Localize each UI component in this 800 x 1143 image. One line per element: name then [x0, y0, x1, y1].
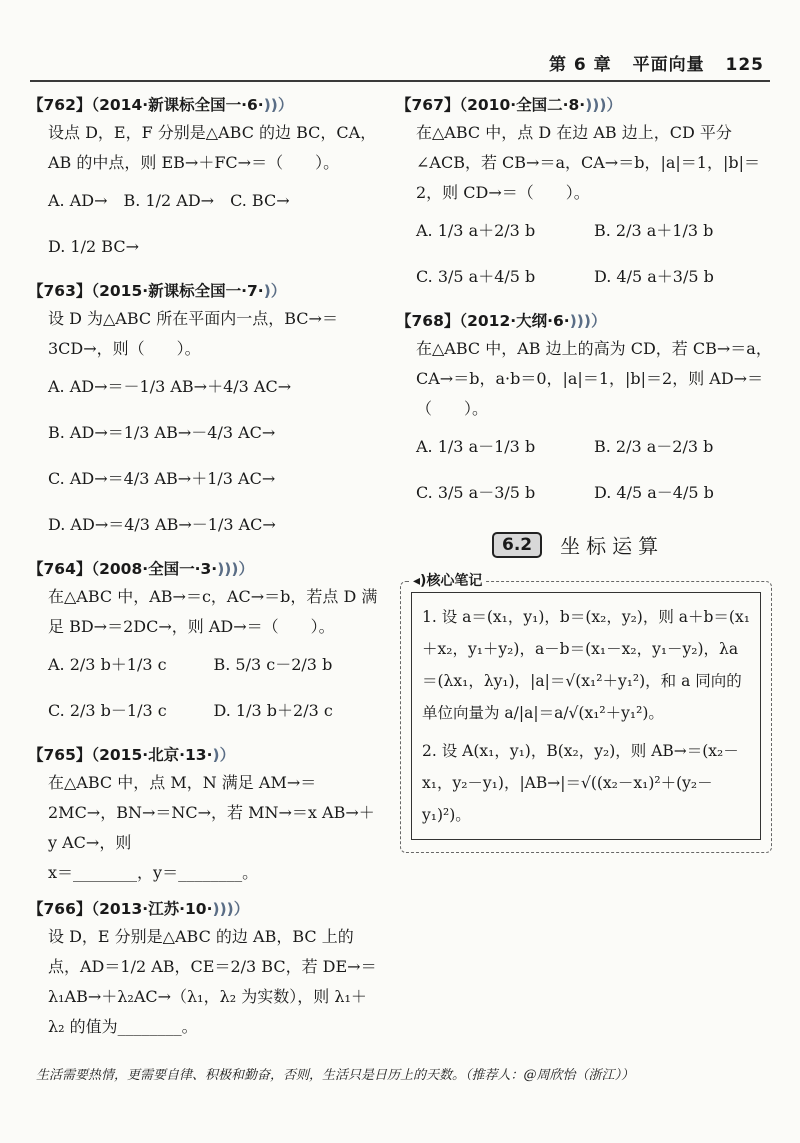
note-label: 核心笔记: [426, 573, 483, 589]
difficulty-icon: )))）: [212, 900, 250, 918]
problem-tag: 【768】（2012·大纲·6·: [396, 312, 570, 330]
option-a: A. 2/3 b＋1/3 c: [48, 655, 167, 674]
section-heading: [492, 530, 772, 559]
chapter-label: 第 6 章: [548, 55, 612, 75]
difficulty-icon: )))）: [217, 560, 254, 578]
option-c: C. BC→: [230, 191, 290, 210]
difficulty-icon: )）: [263, 282, 287, 300]
problem-764: [28, 556, 379, 734]
section-number: 6.2: [492, 532, 542, 558]
problem-text: 在△ABC 中，AB→＝c，AC→＝b，若点 D 满足 BD→＝2DC→，则 AD→＝（ ）。: [48, 587, 378, 636]
problem-763: [28, 278, 379, 548]
page-number: 125: [725, 55, 764, 75]
option-d: D. 1/3 b＋2/3 c: [213, 701, 333, 720]
speaker-icon: ◂): [413, 573, 427, 589]
chapter-title: 平面向量: [632, 55, 705, 75]
problem-tag: 【764】（2008·全国一·3·: [28, 560, 218, 578]
note-paragraph-2: 2. 设 A(x₁，y₁)，B(x₂，y₂)，则 AB→＝(x₂－x₁，y₂－y₁)，|AB→|＝√((x₂－x₁)²＋(y₂－y₁)²)。: [422, 742, 739, 824]
problem-762: [28, 92, 379, 270]
option-c: C. 2/3 b－1/3 c: [48, 701, 167, 720]
option-a: A. AD→＝－1/3 AB→＋4/3 AC→: [48, 377, 292, 396]
note-paragraph-1: 1. 设 a＝(x₁，y₁)，b＝(x₂，y₂)，则 a＋b＝(x₁＋x₂，y₁＋y₂)，a－b＝(x₁－x₂，y₁－y₂)，λa＝(λx₁，λy₁)，|a|＝√(x₁²＋y₁²)，和 a 同向的单位向量为 a/|a|＝a/√(x₁²＋y₁²)。: [422, 608, 750, 722]
difficulty-icon: )))）: [585, 96, 622, 114]
option-d: D. 4/5 a－4/5 b: [594, 483, 714, 502]
problem-765: [28, 742, 379, 888]
option-d: D. 1/2 BC→: [48, 237, 139, 256]
problem-tag: 【762】（2014·新课标全国一·6·: [28, 96, 264, 114]
option-d: D. 4/5 a＋3/5 b: [594, 267, 714, 286]
problem-text: 设点 D，E，F 分别是△ABC 的边 BC，CA，AB 的中点，则 EB→＋FC→＝（ ）。: [48, 123, 377, 172]
problem-768: [396, 308, 772, 516]
option-a: A. 1/3 a＋2/3 b: [416, 221, 536, 240]
option-a: A. AD→: [48, 191, 108, 210]
problem-766: [28, 896, 379, 1042]
problem-tag: 【767】（2010·全国二·8·: [396, 96, 586, 114]
problem-tag: 【763】（2015·新课标全国一·7·: [28, 282, 264, 300]
option-b: B. 5/3 c－2/3 b: [213, 655, 333, 674]
page-header: [535, 50, 764, 75]
problem-text: 设 D，E 分别是△ABC 的边 AB，BC 上的点，AD＝1/2 AB，CE＝2/3 BC，若 DE→＝λ₁AB→＋λ₂AC→（λ₁，λ₂ 为实数），则 λ₁＋λ₂ 的值为________。: [48, 927, 377, 1036]
left-column: [28, 92, 379, 1050]
right-column: [396, 92, 772, 853]
difficulty-icon: )))）: [569, 312, 607, 330]
answer-blanks: x＝________，y＝________。: [48, 863, 259, 882]
option-c: C. AD→＝4/3 AB→＋1/3 AC→: [48, 469, 276, 488]
option-c: C. 3/5 a－3/5 b: [416, 483, 536, 502]
problem-text: 在△ABC 中，点 D 在边 AB 边上，CD 平分∠ACB，若 CB→＝a，CA→＝b，|a|＝1，|b|＝2，则 CD→＝（ ）。: [416, 123, 760, 202]
problem-tag: 【765】（2015·北京·13·: [28, 746, 213, 764]
option-a: A. 1/3 a－1/3 b: [416, 437, 536, 456]
difficulty-icon: ))）: [263, 96, 294, 114]
header-rule: [30, 80, 770, 82]
problem-tag: 【766】（2013·江苏·10·: [28, 900, 213, 918]
option-b: B. AD→＝1/3 AB→－4/3 AC→: [48, 423, 276, 442]
problem-text: 设 D 为△ABC 所在平面内一点，BC→＝3CD→，则（ ）。: [48, 309, 338, 358]
problem-767: [396, 92, 772, 300]
option-b: B. 2/3 a－2/3 b: [594, 437, 714, 456]
problem-text: 在△ABC 中，点 M，N 满足 AM→＝2MC→，BN→＝NC→，若 MN→＝x AB→＋y AC→，则: [48, 773, 375, 852]
option-c: C. 3/5 a＋4/5 b: [416, 267, 536, 286]
option-b: B. 2/3 a＋1/3 b: [594, 221, 714, 240]
difficulty-icon: )）: [212, 746, 236, 764]
core-notes-box: [400, 573, 772, 853]
section-title: 坐标运算: [560, 534, 665, 558]
footer-quote: 生活需要热情，更需要自律、积极和勤奋，否则，生活只是日历上的天数。（推荐人：@周欣怡（浙江））: [36, 1068, 635, 1083]
problem-text: 在△ABC 中，AB 边上的高为 CD，若 CB→＝a，CA→＝b，a·b＝0，|a|＝1，|b|＝2，则 AD→＝（ ）。: [416, 339, 772, 418]
option-b: B. 1/2 AD→: [123, 191, 215, 210]
option-d: D. AD→＝4/3 AB→－1/3 AC→: [48, 515, 276, 534]
